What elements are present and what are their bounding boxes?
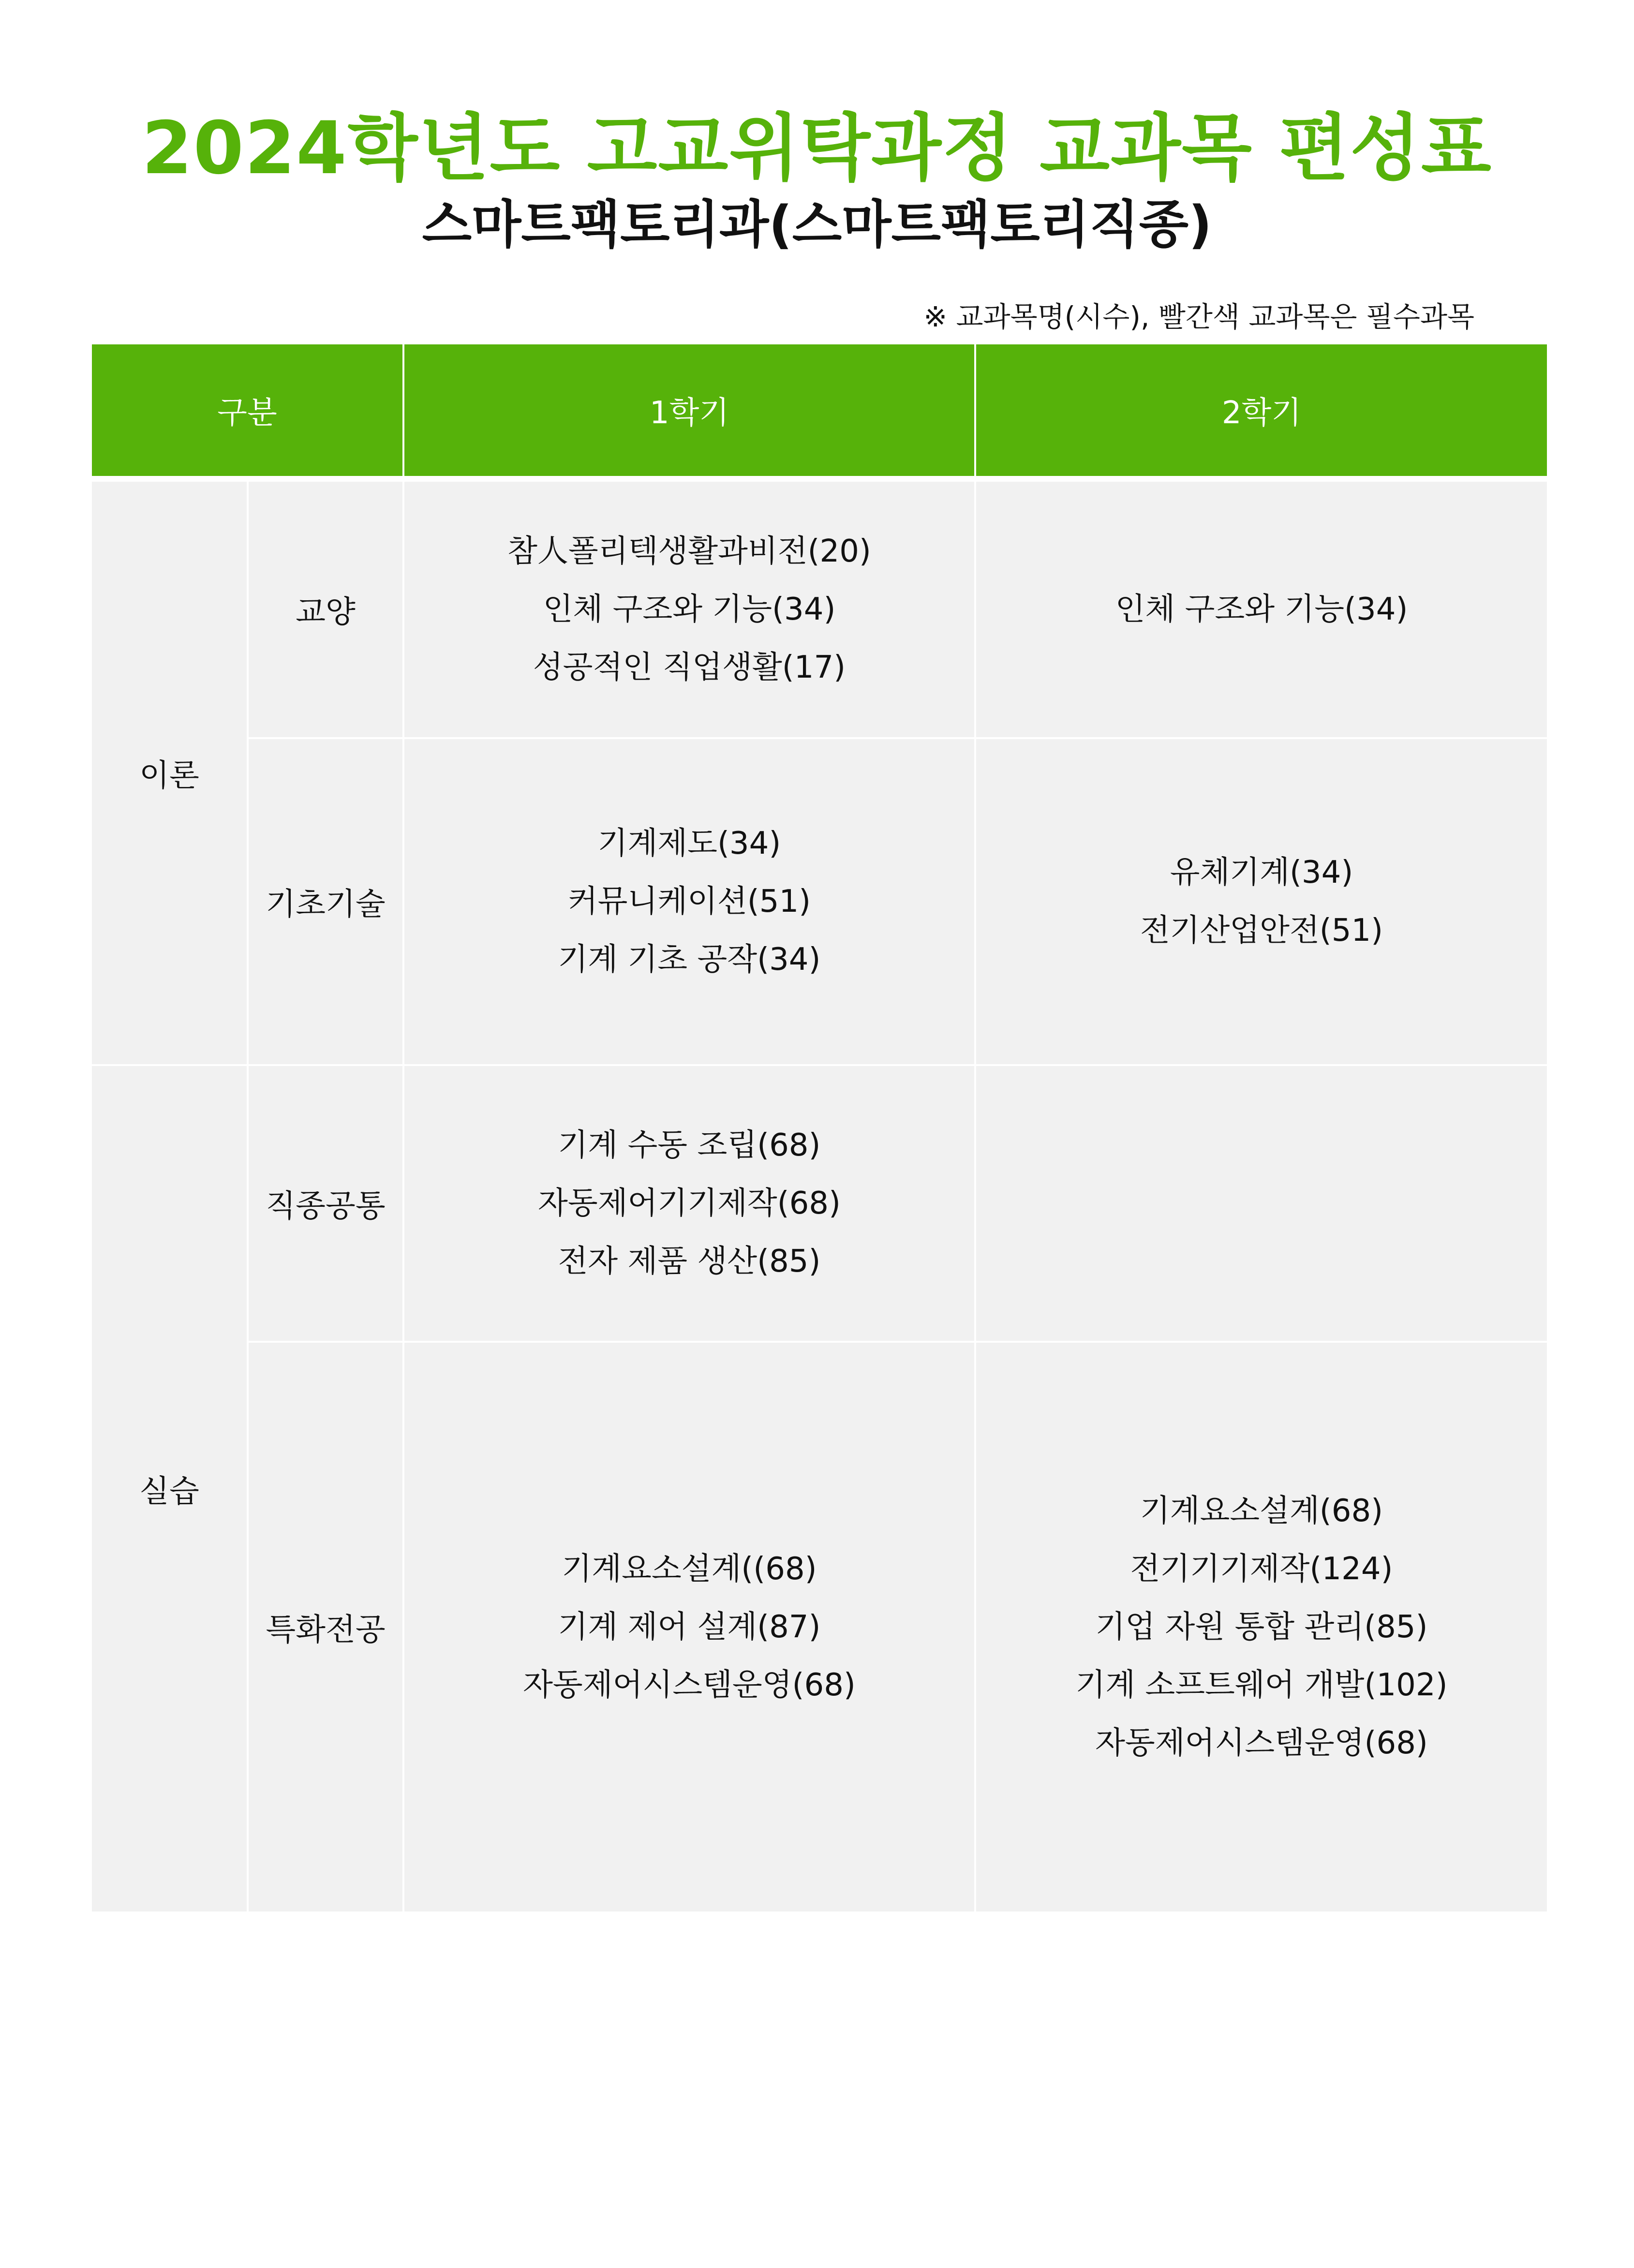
- header-category: 구분: [92, 344, 403, 479]
- header-semester-1: 1학기: [403, 344, 975, 479]
- table-header-row: [92, 344, 1547, 479]
- subcategory-common-trade: 직종공통: [248, 1065, 403, 1342]
- sem1-courses: [403, 1065, 975, 1342]
- course-item: 기계요소설계(68): [1140, 1493, 1383, 1529]
- curriculum-table: [92, 344, 1547, 1913]
- course-item: 기계제도(34): [597, 826, 781, 861]
- table-row: [92, 1065, 1547, 1342]
- course-item: 기계 제어 설계(87): [558, 1609, 821, 1645]
- course-item: 기업 자원 통합 관리(85): [1095, 1609, 1428, 1645]
- table-row: [92, 479, 1547, 738]
- legend-note: ※ 교과목명(시수), 빨간색 교과목은 필수과목: [923, 300, 1474, 333]
- course-item: 자동제어기기제작(68): [538, 1186, 841, 1221]
- table-row: [92, 738, 1547, 1065]
- course-item: 기계 수동 조립(68): [558, 1127, 821, 1163]
- sem2-courses: [975, 1342, 1547, 1912]
- sem1-courses: [403, 479, 975, 738]
- sem2-courses: [975, 479, 1547, 738]
- course-item: 커뮤니케이션(51): [567, 884, 811, 919]
- course-item: 인체 구조와 기능(34): [543, 592, 836, 627]
- group-label-practice: 실습: [92, 1065, 248, 1912]
- course-item: 자동제어시스템운영(68): [1095, 1725, 1428, 1761]
- course-item: 인체 구조와 기능(34): [1115, 592, 1408, 627]
- course-item: 전기기기제작(124): [1130, 1551, 1393, 1587]
- course-item: 자동제어시스템운영(68): [523, 1667, 856, 1703]
- table-row: [92, 1342, 1547, 1912]
- course-item: 유체기계(34): [1170, 855, 1353, 890]
- course-item: 기계 기초 공작(34): [558, 942, 821, 978]
- course-item: 전기산업안전(51): [1140, 913, 1383, 949]
- header-semester-2: 2학기: [975, 344, 1547, 479]
- sem1-courses: [403, 738, 975, 1065]
- sem1-courses: [403, 1342, 975, 1912]
- sem2-courses: [975, 738, 1547, 1065]
- course-item: 참人폴리텍생활과비전(20): [507, 534, 871, 569]
- subcategory-basic-technology: 기초기술: [248, 738, 403, 1065]
- group-label-theory: 이론: [92, 479, 248, 1065]
- course-item: 전자 제품 생산(85): [558, 1244, 821, 1279]
- page-subtitle: 스마트팩토리과(스마트팩토리직종): [422, 195, 1212, 254]
- subcategory-liberal-arts: 교양: [248, 479, 403, 738]
- page-title: 2024학년도 고교위탁과정 교과목 편성표: [142, 106, 1492, 191]
- sem2-courses-empty: [975, 1065, 1547, 1342]
- subcategory-specialized-major: 특화전공: [248, 1342, 403, 1912]
- course-item: 기계요소설계((68): [562, 1551, 817, 1587]
- course-item: 성공적인 직업생활(17): [533, 650, 846, 685]
- course-item: 기계 소프트웨어 개발(102): [1075, 1667, 1448, 1703]
